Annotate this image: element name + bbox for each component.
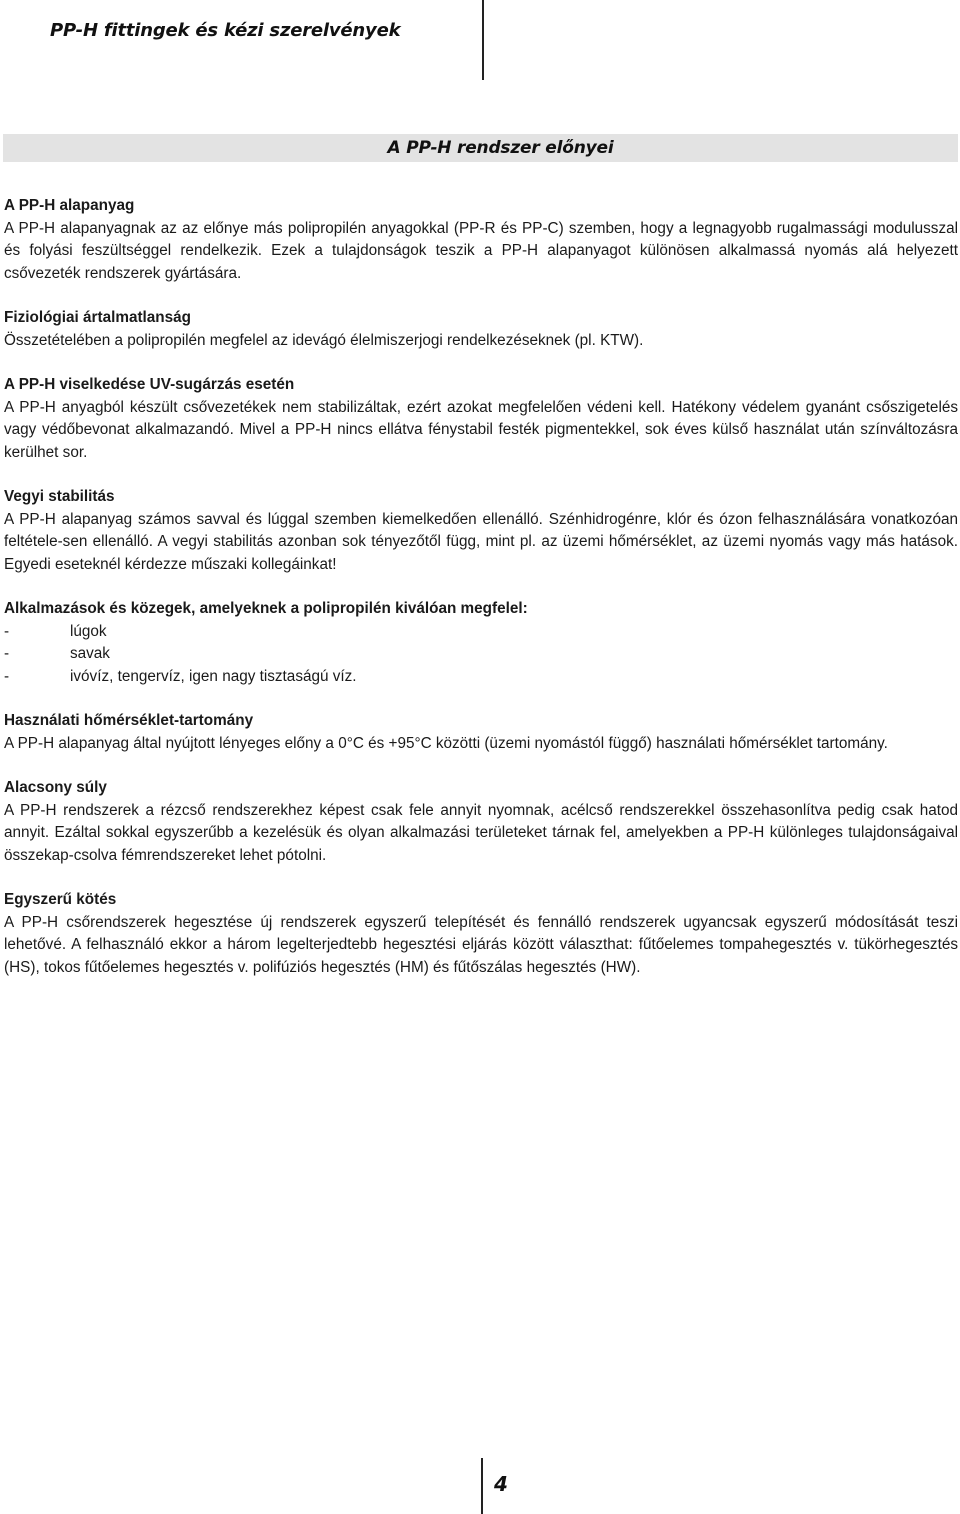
section-physiological-harmlessness bbox=[4, 307, 958, 352]
section-text: A PP-H alapanyagnak az az előnye más polipropilén anyagokkal (PP-R és PP-C) szemben, hogy a legnagyobb rugalmassági modulusszal és folyási feszültséggel rendelkezik. Ezek a tulajdonságok teszik a PP-H alapanyagot különösen alkalmassá nyomás alá helyezett csővezeték rendszerek gyártására. bbox=[4, 219, 958, 282]
section-low-weight bbox=[4, 777, 958, 867]
document-title: PP-H fittingek és kézi szerelvények bbox=[50, 20, 401, 41]
section-applications bbox=[4, 598, 958, 688]
section-text: A PP-H rendszerek a rézcső rendszerekhez képest csak fele annyit nyomnak, acélcső rendszerekkel összehasonlítva pedig csak hatod annyit. Ezáltal sokkal egyszerűbb a kezelésük és olyan alkalmazási területeket tárnak fel, amelyekben a PP-H különleges tulajdonságaival összekap-csolva fémrendszereket lehet pótolni. bbox=[4, 801, 958, 864]
section-heading: Egyszerű kötés bbox=[4, 891, 117, 908]
applications-list bbox=[4, 621, 958, 689]
footer-divider bbox=[481, 1458, 483, 1514]
section-banner bbox=[3, 134, 958, 162]
section-heading: A PP-H viselkedése UV-sugárzás esetén bbox=[4, 376, 295, 393]
section-text: A PP-H alapanyag által nyújtott lényeges előny a 0°C és +95°C közötti (üzemi nyomástól függő) használati hőmérséklet tartomány. bbox=[4, 734, 888, 752]
section-text: A PP-H anyagból készült csővezetékek nem stabilizáltak, ezért azokat megfelelően védeni kell. Hatékony védelem gyanánt csőszigetelés vagy védőbevonat alkalmazandó. Mivel a PP-H nincs ellátva fénystabil festék pigmentekkel, sok éves külső használat után színváltozásra kerülhet sor. bbox=[4, 398, 958, 461]
section-text: A PP-H alapanyag számos savval és lúggal szemben kiemelkedően ellenálló. Szénhidrogénre, klór és ózon felhasználására vonatkozóan feltétele-sen ellenálló. A vegyi stabilitás azonban sok tényezőtől függ, mint pl. az üzemi hőmérséklet, az üzemi nyomás vagy más hatások. Egyedi eseteknél kérdezze műszaki kollegáinkat! bbox=[4, 510, 958, 573]
list-item-text: savak bbox=[70, 645, 110, 662]
section-simple-joining bbox=[4, 889, 958, 979]
section-pp-h-material bbox=[4, 195, 958, 285]
list-item bbox=[4, 621, 958, 644]
list-item-text: ivóvíz, tengervíz, igen nagy tisztaságú víz. bbox=[70, 667, 357, 685]
list-bullet: - bbox=[4, 667, 10, 685]
list-item bbox=[4, 643, 958, 666]
list-item-text: lúgok bbox=[70, 622, 107, 640]
section-text: A PP-H csőrendszerek hegesztése új rendszerek egyszerű telepítését és fennálló rendszerek ugyancsak egyszerű módosítását teszi lehetővé. A felhasználó ekkor a három legelterjedtebb hegesztési eljárás között választhat: fűtőelemes tompahegesztés v. tükörhegesztés (HS), tokos fűtőelemes hegesztés v. polifúziós hegesztés (HM) és fűtőszálas hegesztés (HW). bbox=[4, 913, 958, 976]
section-chemical-stability bbox=[4, 486, 958, 576]
section-heading: A PP-H alapanyag bbox=[4, 197, 135, 214]
list-bullet: - bbox=[4, 622, 10, 640]
header-divider bbox=[482, 0, 484, 80]
section-banner-title: A PP-H rendszer előnyei bbox=[387, 138, 614, 158]
section-uv-behaviour bbox=[4, 374, 958, 464]
section-heading: Alkalmazások és közegek, amelyeknek a polipropilén kiválóan megfelel: bbox=[4, 600, 528, 617]
section-text: Összetételében a polipropilén megfelel az idevágó élelmiszerjogi rendelkezéseknek (pl. KTW). bbox=[4, 331, 644, 349]
page-number: 4 bbox=[494, 1472, 508, 1496]
list-bullet: - bbox=[4, 645, 10, 662]
section-heading: Vegyi stabilitás bbox=[4, 488, 115, 505]
section-heading: Alacsony súly bbox=[4, 779, 107, 796]
section-heading: Használati hőmérséklet-tartomány bbox=[4, 712, 254, 729]
section-heading: Fiziológiai ártalmatlanság bbox=[4, 309, 192, 326]
list-item bbox=[4, 666, 958, 689]
section-temperature-range bbox=[4, 710, 958, 755]
document-body bbox=[4, 195, 958, 1001]
